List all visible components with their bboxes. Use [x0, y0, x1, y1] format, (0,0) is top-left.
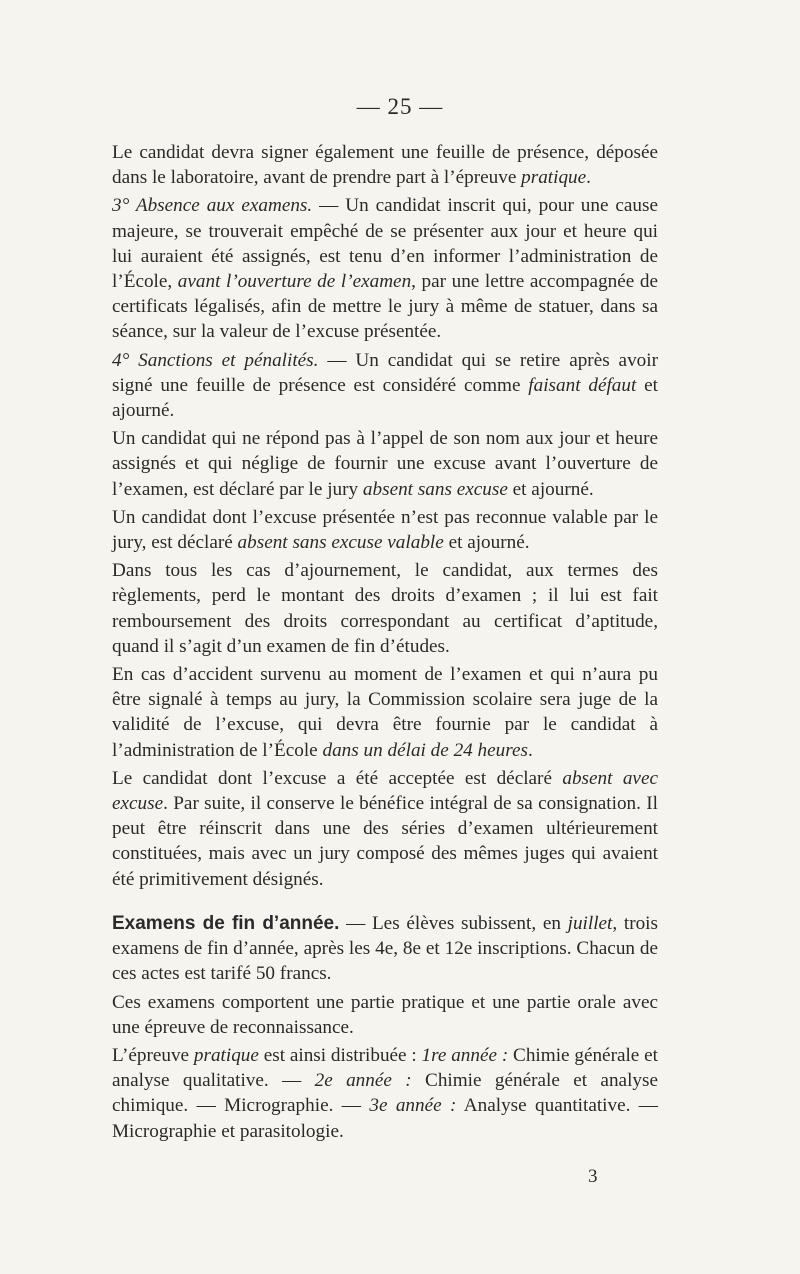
- signature-mark: 3: [588, 1166, 598, 1187]
- italic-term: absent sans excuse: [362, 478, 508, 500]
- section-heading-absence: 3° Absence aux examens.: [112, 195, 313, 217]
- paragraph-exam-parts: Ces examens comportent une partie pratique et une partie orale avec une épreuve de reconnaissance.: [112, 991, 658, 1038]
- italic-year-3: 3e année :: [369, 1095, 457, 1117]
- paragraph-sanctions: 4° Sanctions et pénalités. — Un candidat qui se retire après avoir signé une feuille de présence est considéré comme faisant défaut et ajourné.: [112, 349, 658, 422]
- italic-term: faisant défaut: [528, 374, 637, 396]
- paragraph-absence: 3° Absence aux examens. — Un candidat inscrit qui, pour une cause majeure, se trouverait empêché de se présenter aux jour et heure qui lui auraient été assignés, est tenu d’en informer l’administration de l’École, avant l’ouverture de l’examen, par une lettre accompagnée de certificats légalisés, afin de mettre le jury à même de statuer, dans sa séance, sur la valeur de l’excuse présentée.: [112, 195, 658, 343]
- paragraph-adjournment: Dans tous les cas d’ajournement, le candidat, aux termes des règlements, perd le montant des droits d’examen ; il lui est fait remboursement des droits correspondant au certificat d’aptitude, quand il s’agit d’un examen de fin d’études.: [112, 560, 658, 657]
- paragraph-excuse-accepted: Le candidat dont l’excuse a été acceptée est déclaré absent avec excuse. Par suite, il conserve le bénéfice intégral de sa consignation. Il peut être réinscrit dans une des séries d’examen ultérieurement constituées, mais avec un jury composé des mêmes juges qui avaient été primitivement désignés.: [112, 767, 658, 890]
- italic-year-2: 2e année :: [314, 1070, 412, 1092]
- paragraph-accident: En cas d’accident survenu au moment de l’examen et qui n’aura pu être signalé à temps au jury, la Commission scolaire sera juge de la validité de l’excuse, qui devra être fournie par le candidat à l’administration de l’École dans un délai de 24 heures.: [112, 664, 658, 761]
- italic-term: pratique: [521, 167, 587, 189]
- page-number: — 25 —: [356, 94, 444, 119]
- italic-term: avant l’ouverture de l’examen: [177, 271, 412, 293]
- section-heading-year-end: Examens de fin d’année.: [112, 912, 340, 934]
- paragraph-excuse-refused: Un candidat dont l’excuse présentée n’est pas reconnue valable par le jury, est déclaré absent sans excuse valable et ajourné.: [112, 506, 658, 554]
- section-gap: [112, 895, 658, 911]
- paragraph-presence: Le candidat devra signer également une feuille de présence, déposée dans le laboratoire, avant de prendre part à l’épreuve pratique.: [112, 142, 658, 189]
- paragraph-year-end-exams: Examens de fin d’année. — Les élèves subissent, en juillet, trois examens de fin d’année, après les 4e, 8e et 12e inscriptions. Chacun de ces actes est tarifé 50 francs.: [112, 912, 658, 985]
- page-body: [112, 140, 658, 1147]
- italic-term: pratique: [193, 1044, 259, 1066]
- italic-term: juillet: [567, 912, 613, 934]
- italic-year-1: 1re année :: [421, 1044, 509, 1066]
- italic-term: absent sans excuse valable: [237, 532, 444, 554]
- section-heading-sanctions: 4° Sanctions et pénalités.: [112, 349, 319, 371]
- italic-term: dans un délai de 24 heures: [322, 739, 528, 761]
- paragraph-practical: L’épreuve pratique est ainsi distribuée : 1re année : Chimie générale et analyse qualitative. — 2e année : Chimie générale et analyse chimique. — Micrographie. — 3e année : Analyse quantitative. — Micrographie et parasitologie.: [112, 1044, 658, 1142]
- italic-term: absent avec excuse: [112, 767, 658, 815]
- paragraph-no-answer: Un candidat qui ne répond pas à l’appel de son nom aux jour et heure assignés et qui néglige de fournir une excuse avant l’ouverture de l’examen, est déclaré par le jury absent sans excuse et ajourné.: [112, 428, 658, 500]
